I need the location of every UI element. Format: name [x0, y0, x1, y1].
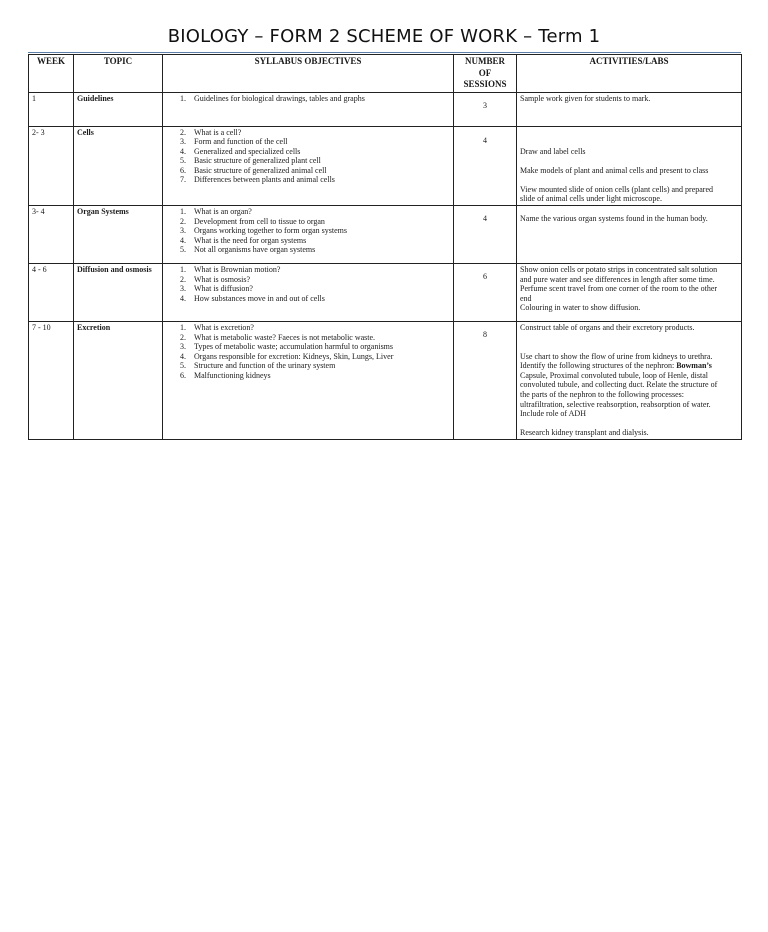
header-activities: ACTIVITIES/LABS	[517, 55, 742, 93]
objective-item: 4. What is the need for organ systems	[180, 235, 307, 245]
activity-line: slide of animal cells under light microscope.	[520, 194, 662, 204]
activity-line: the parts of the nephron to the following processes:	[520, 390, 684, 400]
table-header-row	[29, 55, 742, 93]
topic-cell: Organ Systems	[74, 206, 163, 264]
scheme-of-work-table	[28, 54, 742, 440]
table-row	[29, 206, 742, 264]
activity-line: Research kidney transplant and dialysis.	[520, 428, 649, 438]
title-divider	[28, 52, 741, 53]
objective-item: 7. Differences between plants and animal cells	[180, 175, 335, 185]
objectives-cell	[163, 322, 454, 440]
header-sessions-line2: OF	[478, 67, 492, 78]
objective-item: 1. What is Brownian motion?	[180, 265, 281, 275]
objective-item: 2. Development from cell to tissue to organ	[180, 216, 325, 226]
activity-line: Draw and label cells	[520, 146, 586, 156]
activities-cell	[517, 264, 742, 322]
objective-item: 3. What is diffusion?	[180, 284, 253, 294]
header-sessions-line3: SESSIONS	[463, 79, 507, 89]
objectives-cell	[163, 92, 454, 126]
objective-item: 1. What is excretion?	[180, 323, 254, 333]
objective-item: 5. Structure and function of the urinary system	[180, 361, 336, 371]
activity-line: Capsule, Proximal convoluted tubule, loop of Henle, distal	[520, 370, 708, 380]
activity-line: Perfume scent travel from one corner of the room to the other	[520, 284, 718, 294]
activity-line: View mounted slide of onion cells (plant cells) and prepared	[520, 184, 714, 194]
week-cell: 7 - 10	[29, 322, 74, 440]
objective-item: 1. What is an organ?	[180, 207, 252, 217]
topic-cell: Cells	[74, 126, 163, 206]
sessions-cell: 4	[454, 206, 517, 264]
activity-line: Construct table of organs and their excretory products.	[520, 323, 695, 333]
objectives-cell	[163, 126, 454, 206]
activity-line: Sample work given for students to mark.	[520, 93, 651, 103]
objectives-cell	[163, 264, 454, 322]
objective-item: 2. What is a cell?	[180, 127, 242, 137]
objective-item: 4. How substances move in and out of cells	[180, 293, 325, 303]
activities-cell	[517, 92, 742, 126]
sessions-cell: 8	[454, 322, 517, 440]
table-row	[29, 92, 742, 126]
activity-line: Colouring in water to show diffusion.	[520, 303, 641, 313]
activity-line: Identify the following structures of the nephron: Bowman’s	[520, 361, 712, 371]
activity-line: end	[520, 293, 532, 303]
activity-line: convoluted tubule, and collecting duct. Relate the structure of	[520, 380, 718, 390]
week-cell: 1	[29, 92, 74, 126]
activity-line: ultrafiltration, selective reabsorption, reabsorption of water.	[520, 399, 711, 409]
sessions-cell: 6	[454, 264, 517, 322]
activities-cell	[517, 322, 742, 440]
objective-item: 6. Basic structure of generalized animal cell	[180, 165, 327, 175]
header-sessions	[454, 55, 517, 93]
objective-item: 2. What is osmosis?	[180, 274, 250, 284]
header-week: WEEK	[29, 55, 74, 93]
activities-cell	[517, 206, 742, 264]
table-row	[29, 322, 742, 440]
objectives-list	[166, 323, 450, 381]
header-topic: TOPIC	[74, 55, 163, 93]
topic-cell: Guidelines	[74, 92, 163, 126]
activity-line: Show onion cells or potato strips in concentrated salt solution	[520, 265, 718, 275]
week-cell: 4 - 6	[29, 264, 74, 322]
topic-cell: Diffusion and osmosis	[74, 264, 163, 322]
activity-line: Include role of ADH	[520, 409, 586, 419]
sessions-cell: 4	[454, 126, 517, 206]
objective-item: 5. Not all organisms have organ systems	[180, 245, 316, 255]
objective-item: 5. Basic structure of generalized plant cell	[180, 156, 321, 166]
objective-item: 4. Generalized and specialized cells	[180, 146, 301, 156]
objective-item: 4. Organs responsible for excretion: Kidneys, Skin, Lungs, Liver	[180, 351, 394, 361]
topic-cell: Excretion	[74, 322, 163, 440]
objective-item: 3. Types of metabolic waste; accumulation harmful to organisms	[180, 342, 394, 352]
objectives-list	[166, 94, 450, 104]
activity-line: Use chart to show the flow of urine from kidneys to urethra.	[520, 351, 713, 361]
activity-line: Make models of plant and animal cells and present to class	[520, 165, 709, 175]
week-cell: 3- 4	[29, 206, 74, 264]
week-cell: 2- 3	[29, 126, 74, 206]
objectives-list	[166, 128, 450, 186]
nephron-term: Bowman’s	[676, 361, 712, 371]
header-objectives: SYLLABUS OBJECTIVES	[163, 55, 454, 93]
objective-item: 1. Guidelines for biological drawings, tables and graphs	[180, 93, 365, 103]
objectives-list	[166, 265, 450, 303]
header-sessions-line1: NUMBER	[465, 56, 505, 66]
activity-line: Name the various organ systems found in the human body.	[520, 214, 708, 224]
sessions-cell: 3	[454, 92, 517, 126]
activities-cell	[517, 126, 742, 206]
objective-item: 6. Malfunctioning kidneys	[180, 371, 271, 381]
table-row	[29, 126, 742, 206]
objective-item: 3. Organs working together to form organ systems	[180, 226, 348, 236]
document-title: BIOLOGY – FORM 2 SCHEME OF WORK – Term 1	[167, 26, 601, 47]
table-row	[29, 264, 742, 322]
objective-item: 2. What is metabolic waste? Faeces is not metabolic waste.	[180, 332, 376, 342]
objective-item: 3. Form and function of the cell	[180, 137, 288, 147]
objectives-cell	[163, 206, 454, 264]
activity-line: and pure water and see differences in length after some time.	[520, 274, 715, 284]
objectives-list	[166, 207, 450, 255]
